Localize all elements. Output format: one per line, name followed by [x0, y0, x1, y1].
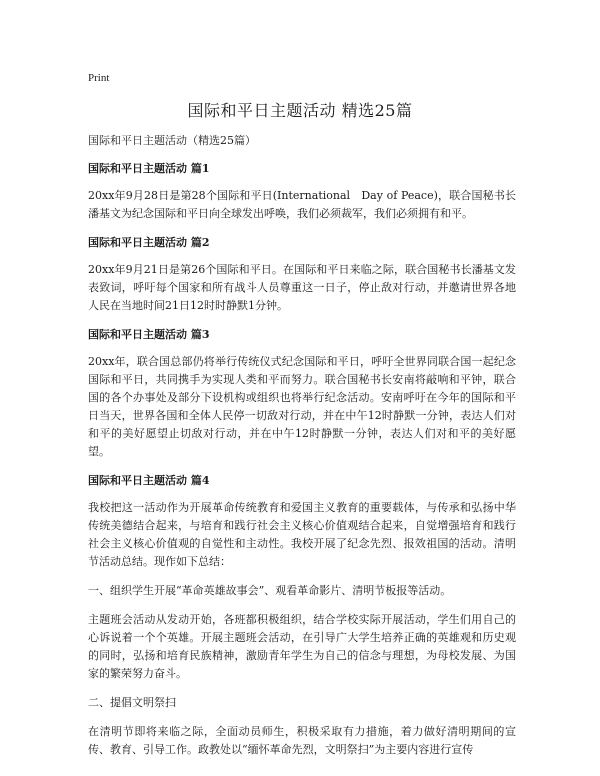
section-heading-4: 国际和平日主题活动 篇4 [88, 474, 210, 487]
document-title: 国际和平日主题活动 精选25篇 [187, 101, 413, 120]
section-heading-1: 国际和平日主题活动 篇1 [88, 162, 210, 175]
section-4-paragraph-class-meeting: 主题班会活动从发动开始，各班都积极组织，结合学校实际开展活动，学生们用自己的心诉说着一个个英雄。开展主题班会活动，在引导广大学生培养正确的英雄观和历史观的同时，弘扬和培育民族精神，激励青年学生为自己的信念与理想，为母校发展、为国家的繁荣努力奋斗。 [88, 613, 516, 680]
section-1-paragraph: 20xx年9月28日是第28个国际和平日(International Day of Peace)，联合国秘书长潘基文为纪念国际和平日向全球发出呼唤，我们必须裁军，我们必须拥有和平。 [88, 189, 516, 220]
section-2-paragraph: 20xx年9月21日是第26个国际和平日。在国际和平日来临之际，联合国秘书长潘基文发表致词，呼吁每个国家和所有战斗人员尊重这一日子，停止敌对行动，并邀请世界各地人民在当地时间21日12时时静默1分钟。 [88, 263, 516, 312]
print-link[interactable]: Print [88, 72, 110, 84]
document-subtitle: 国际和平日主题活动（精选25篇） [88, 134, 256, 147]
section-heading-2: 国际和平日主题活动 篇2 [88, 236, 210, 249]
section-3-paragraph: 20xx年，联合国总部仍将举行传统仪式纪念国际和平日，呼吁全世界同联合国一起纪念国际和平日，共同携手为实现人类和平而努力。联合国秘书长安南将敲响和平钟，联合国的各个办事处及部分下设机构或组织也将举行纪念活动。安南呼吁在今年的国际和平日当天，世界各国和全体人民停一切敌对行动，并在中午12时静默一分钟，表达人们对和平的美好愿望止切敌对行动，并在中午12时静默一分钟，表达人们对和平的美好愿望。 [88, 355, 516, 458]
section-4-paragraph-intro: 我校把这一活动作为开展革命传统教育和爱国主义教育的重要载体，与传承和弘扬中华传统美德结合起来，与培育和践行社会主义核心价值观结合起来，自觉增强培育和践行社会主义核心价值观的自觉性和主动性。我校开展了纪念先烈、报效祖国的活动。清明节活动总结。现作如下总结： [88, 501, 516, 568]
section-4-item-heading-1: 一、组织学生开展“革命英雄故事会”、观看革命影片、清明节板报等活动。 [88, 584, 452, 597]
section-4-paragraph-civil-memorial: 在清明节即将来临之际，全面动员师生，积极采取有力措施，着力做好清明期间的宣传、教育、引导工作。政教处以“缅怀革命先烈，文明祭扫”为主要内容进行宣传 [88, 725, 516, 756]
section-heading-3: 国际和平日主题活动 篇3 [88, 328, 210, 341]
document-body [88, 132, 516, 770]
section-4-item-heading-2: 二、提倡文明祭扫 [88, 696, 176, 709]
